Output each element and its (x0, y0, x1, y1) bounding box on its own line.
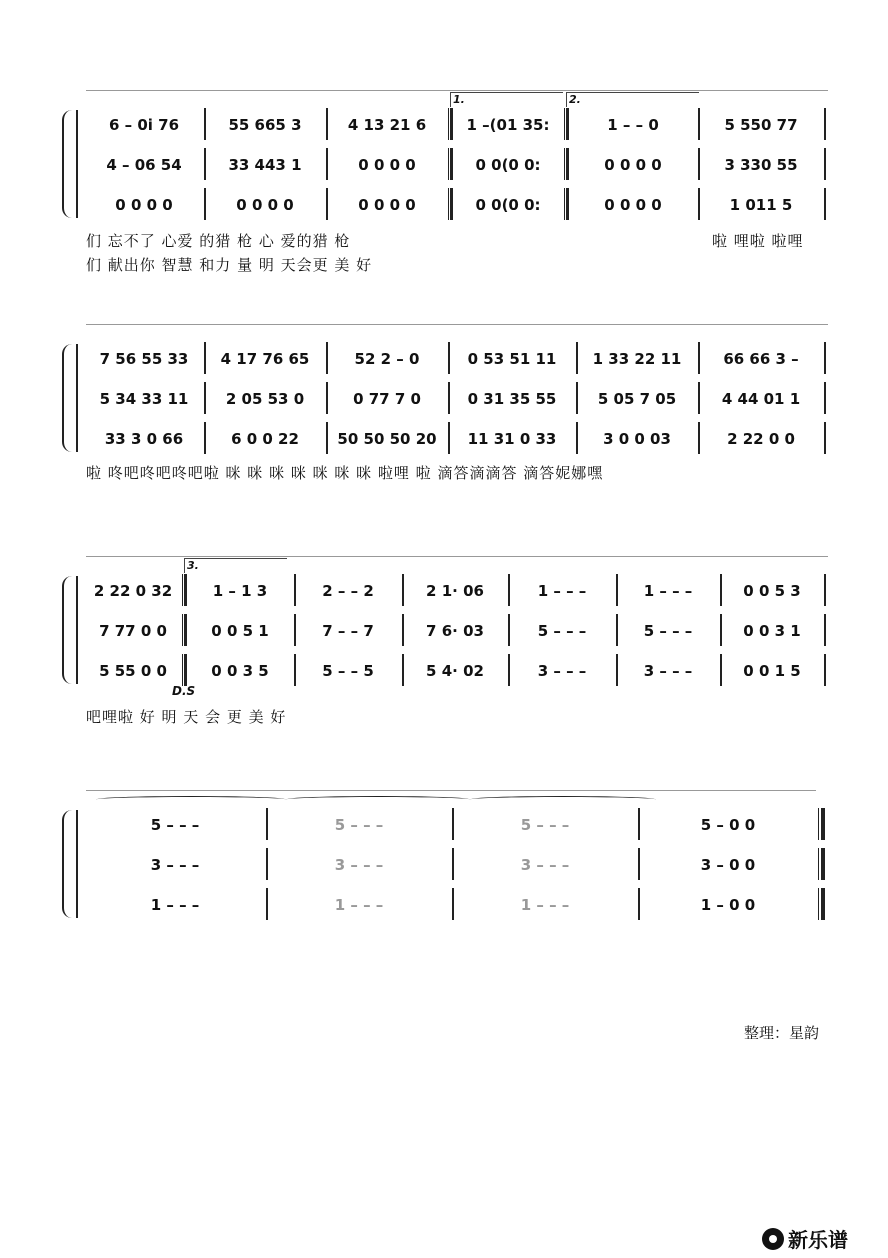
system-1-top-line (86, 90, 828, 91)
barline (824, 148, 826, 180)
measure: 0 31 35 55 (467, 390, 557, 408)
measure: 3 330 55 (724, 156, 798, 174)
measure: 3 0 0 03 (603, 430, 671, 448)
staff-row (86, 152, 828, 178)
measure: 3 – – – (334, 856, 384, 874)
measure: 1 – – – (150, 896, 200, 914)
final-barline (818, 888, 825, 920)
system-4-brace (62, 810, 76, 918)
measure: 52 2 – 0 (354, 350, 420, 368)
measure: 5 – – – (334, 816, 384, 834)
measure: 33 3 0 66 (104, 430, 184, 448)
system-2-brace (62, 344, 76, 452)
barline (824, 614, 826, 646)
measure: 1 – – – (334, 896, 384, 914)
measure: 4 – 06 54 (106, 156, 182, 174)
site-logo (762, 1224, 848, 1253)
measure: 1 – – – (537, 582, 587, 600)
repeat-barline (182, 654, 187, 686)
repeat-barline (182, 574, 187, 606)
measure: 3 – 0 0 (700, 856, 756, 874)
measure: 5 55 0 0 (99, 662, 167, 680)
barline (824, 382, 826, 414)
tie-arc (96, 796, 286, 803)
final-barline (818, 808, 825, 840)
measure: 7 77 0 0 (99, 622, 167, 640)
repeat-barline (564, 148, 569, 180)
measure: 0 0 0 0 (604, 156, 662, 174)
staff-row (86, 812, 828, 838)
measure: 50 50 50 20 (337, 430, 437, 448)
lyrics-line-right: 啦 哩啦 啦哩 (712, 232, 804, 250)
barline (824, 108, 826, 140)
measure: 5 550 77 (724, 116, 798, 134)
record-disc-icon (762, 1228, 784, 1250)
tie-arc (470, 796, 656, 803)
measure: 2 – – 2 (322, 582, 374, 600)
staff-row (86, 618, 828, 644)
measure: 4 17 76 65 (220, 350, 310, 368)
ds-marking: D.S (172, 684, 196, 698)
measure: 2 22 0 32 (93, 582, 173, 600)
measure: 1 – 1 3 (212, 582, 268, 600)
measure: 0 0 3 5 (211, 662, 269, 680)
measure: 2 05 53 0 (225, 390, 305, 408)
measure: 1 –(01 35: (466, 116, 550, 134)
system-3-brace (62, 576, 76, 684)
measure: 0 0 5 3 (743, 582, 801, 600)
measure: 1 – – – (643, 582, 693, 600)
measure: 0 0 0 0 (115, 196, 173, 214)
staff-row (86, 346, 828, 372)
system-3-top-line (86, 556, 828, 557)
measure: 5 – – – (643, 622, 693, 640)
staff-row (86, 852, 828, 878)
measure: 5 34 33 11 (99, 390, 189, 408)
double-barline (448, 148, 453, 180)
system-3-left-bar (76, 576, 78, 684)
measure: 33 443 1 (228, 156, 302, 174)
measure: 5 – – 5 (322, 662, 374, 680)
measure: 5 – 0 0 (700, 816, 756, 834)
double-barline (448, 108, 453, 140)
measure: 6 – 0i 76 (108, 116, 180, 134)
measure: 0 0 0 0 (604, 196, 662, 214)
staff-row (86, 112, 828, 138)
system-2-top-line (86, 324, 828, 325)
lyrics-line: 啦 咚吧咚吧咚吧啦 咪 咪 咪 咪 咪 咪 咪 啦哩 啦 滴答滴滴答 滴答妮娜嘿 (86, 464, 604, 482)
final-barline (818, 848, 825, 880)
measure: 5 – – – (537, 622, 587, 640)
staff-row (86, 578, 828, 604)
measure: 0 0(0 0: (475, 196, 541, 214)
volta-3: 3. (184, 558, 287, 573)
measure: 5 – – – (520, 816, 570, 834)
measure: 7 6· 03 (426, 622, 484, 640)
measure: 6 0 0 22 (231, 430, 299, 448)
logo-text: 新乐谱 (788, 1228, 848, 1252)
measure: 0 0 3 1 (743, 622, 801, 640)
barline (824, 342, 826, 374)
measure: 4 44 01 1 (721, 390, 801, 408)
measure: 0 0 0 0 (236, 196, 294, 214)
measure: 5 – – – (150, 816, 200, 834)
barline (824, 574, 826, 606)
system-4-top-line (86, 790, 816, 791)
barline (824, 422, 826, 454)
barline (824, 188, 826, 220)
measure: 7 – – 7 (322, 622, 374, 640)
staff-row (86, 658, 828, 684)
double-barline (448, 188, 453, 220)
staff-row (86, 192, 828, 218)
repeat-barline (564, 108, 569, 140)
measure: 2 22 0 0 (727, 430, 795, 448)
measure: 0 77 7 0 (353, 390, 421, 408)
repeat-barline (564, 188, 569, 220)
measure: 0 0 0 0 (358, 196, 416, 214)
measure: 0 53 51 11 (467, 350, 557, 368)
barline (824, 654, 826, 686)
measure: 3 – – – (643, 662, 693, 680)
measure: 0 0 1 5 (743, 662, 801, 680)
measure: 3 – – – (537, 662, 587, 680)
system-2-left-bar (76, 344, 78, 452)
measure: 11 31 0 33 (467, 430, 557, 448)
measure: 7 56 55 33 (99, 350, 189, 368)
volta-1: 1. (450, 92, 563, 107)
staff-row (86, 386, 828, 412)
measure: 0 0 0 0 (358, 156, 416, 174)
measure: 1 – – 0 (607, 116, 659, 134)
system-1-left-bar (76, 110, 78, 218)
measure: 3 – – – (150, 856, 200, 874)
measure: 3 – – – (520, 856, 570, 874)
system-4-left-bar (76, 810, 78, 918)
measure: 5 05 7 05 (597, 390, 677, 408)
measure: 0 0(0 0: (475, 156, 541, 174)
volta-2: 2. (566, 92, 699, 107)
staff-row (86, 426, 828, 452)
staff-row (86, 892, 828, 918)
measure: 55 665 3 (228, 116, 302, 134)
measure: 1 – 0 0 (700, 896, 756, 914)
system-1-brace (62, 110, 76, 218)
tie-arc (286, 796, 470, 803)
measure: 4 13 21 6 (347, 116, 427, 134)
measure: 1 – – – (520, 896, 570, 914)
lyrics-line: 们 献出你 智慧 和力 量 明 天会更 美 好 (86, 256, 373, 274)
arranger-credit: 整理：星韵 (744, 1024, 820, 1042)
measure: 66 66 3 – (723, 350, 799, 368)
lyrics-line: 吧哩啦 好 明 天 会 更 美 好 (86, 708, 287, 726)
measure: 0 0 5 1 (211, 622, 269, 640)
measure: 2 1· 06 (426, 582, 484, 600)
measure: 5 4· 02 (426, 662, 484, 680)
measure: 1 011 5 (729, 196, 793, 214)
repeat-barline (182, 614, 187, 646)
measure: 1 33 22 11 (592, 350, 682, 368)
lyrics-line: 们 忘不了 心爱 的猎 枪 心 爱的猎 枪 (86, 232, 351, 250)
